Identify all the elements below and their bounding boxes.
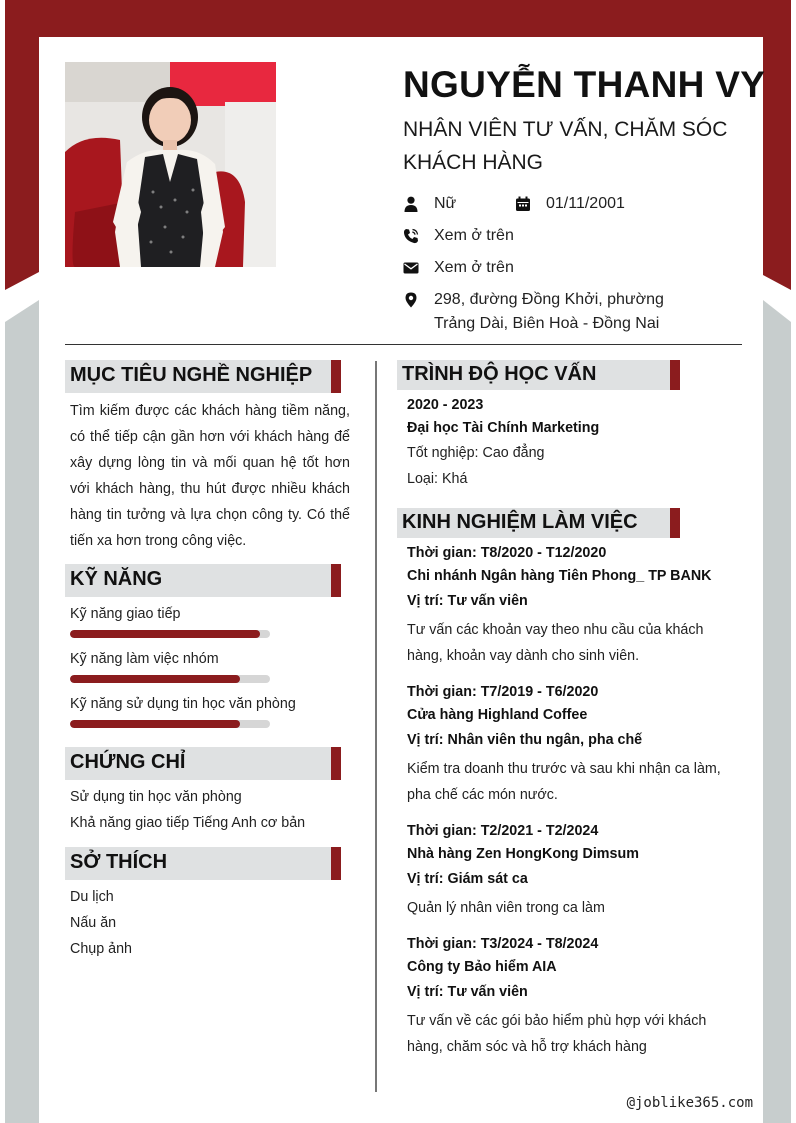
person-icon: [403, 196, 419, 212]
column-divider: [375, 361, 377, 1092]
objective-text: Tìm kiếm được các khách hàng tiềm năng, có thể tiếp cận gần hơn với khách hàng để xây dựng lòng tin và mối quan hệ tốt hơn với khách hàng, thu hút được nhiều khách hàng tin tưởng và lựa chọn công ty. Có thể tiến xa hơn trong công việc.: [70, 403, 350, 549]
experience-description: Tư vấn về các gói bảo hiểm phù hợp với khách hàng, chăm sóc và hỗ trợ khách hàng: [407, 1013, 707, 1055]
hobby-item: Du lịch: [70, 889, 114, 905]
heading-accent: [331, 747, 341, 780]
address-value: 298, đường Đồng Khởi, phường Trảng Dài, Biên Hoà - Đồng Nai: [434, 291, 664, 332]
certificate-item: Khả năng giao tiếp Tiếng Anh cơ bản: [70, 815, 306, 831]
experience-company: Nhà hàng Zen HongKong Dimsum: [407, 846, 639, 862]
experience-company: Cửa hàng Highland Coffee: [407, 707, 588, 723]
hobby-item: Chụp ảnh: [70, 941, 133, 957]
hobbies-heading-label: SỞ THÍCH: [70, 851, 168, 873]
education-heading-label: TRÌNH ĐỘ HỌC VẤN: [402, 363, 597, 385]
phone-value: Xem ở trên: [434, 227, 514, 244]
skills-heading: [65, 564, 341, 597]
heading-accent: [331, 847, 341, 880]
experience-time: Thời gian: T2/2021 - T2/2024: [407, 823, 599, 839]
birthdate-value: 01/11/2001: [546, 195, 625, 212]
skill-bar-fill: [70, 720, 240, 728]
heading-accent: [331, 564, 341, 597]
address-row: [403, 291, 703, 336]
education-school: Đại học Tài Chính Marketing: [407, 420, 600, 436]
heading-accent: [670, 508, 680, 538]
skill-label: Kỹ năng sử dụng tin học văn phòng: [70, 696, 296, 712]
experience-position: Vị trí: Giám sát ca: [407, 871, 528, 887]
experience-description: Quản lý nhân viên trong ca làm: [407, 900, 605, 916]
education-period: 2020 - 2023: [407, 397, 484, 413]
experience-heading-label: KINH NGHIỆM LÀM VIỆC: [402, 511, 638, 533]
experience-item: [407, 545, 743, 669]
birthdate-row: [515, 195, 625, 216]
gender-row: [403, 195, 456, 216]
experience-item: [407, 936, 743, 1060]
profile-photo: [65, 62, 276, 267]
skill-bar-fill: [70, 630, 260, 638]
experience-item: [407, 823, 743, 921]
experience-position: Vị trí: Tư vấn viên: [407, 593, 528, 609]
calendar-icon: [515, 196, 531, 212]
experience-company: Chi nhánh Ngân hàng Tiên Phong_ TP BANK: [407, 568, 712, 584]
email-value: Xem ở trên: [434, 259, 514, 276]
experience-time: Thời gian: T3/2024 - T8/2024: [407, 936, 599, 952]
certificates-heading: [65, 747, 341, 780]
hobby-item: Nấu ăn: [70, 915, 117, 931]
skill-bar: [70, 720, 270, 728]
education-grade: Loại: Khá: [407, 471, 468, 487]
education-heading: [397, 360, 680, 390]
experience-position: Vị trí: Nhân viên thu ngân, pha chế: [407, 732, 643, 748]
certificate-item: Sử dụng tin học văn phòng: [70, 789, 242, 805]
candidate-name: NGUYỄN THANH VY: [403, 64, 766, 105]
hobbies-heading: [65, 847, 341, 880]
experience-time: Thời gian: T7/2019 - T6/2020: [407, 684, 599, 700]
skill-bar: [70, 630, 270, 638]
skill-bar-fill: [70, 675, 240, 683]
phone-icon: [403, 228, 419, 244]
experience-position: Vị trí: Tư vấn viên: [407, 984, 528, 1000]
watermark: @joblike365.com: [626, 1095, 753, 1111]
map-pin-icon: [403, 292, 419, 308]
skill-bar: [70, 675, 270, 683]
candidate-title: NHÂN VIÊN TƯ VẤN, CHĂM SÓC KHÁCH HÀNG: [403, 118, 728, 174]
skills-heading-label: KỸ NĂNG: [70, 568, 163, 590]
experience-description: Tư vấn các khoản vay theo nhu cầu của khách hàng, khoản vay dành cho sinh viên.: [407, 622, 704, 664]
objective-heading-label: MỤC TIÊU NGHỀ NGHIỆP: [70, 364, 313, 386]
skill-label: Kỹ năng giao tiếp: [70, 606, 181, 622]
envelope-icon: [403, 260, 419, 276]
skill-label: Kỹ năng làm việc nhóm: [70, 651, 219, 667]
education-degree: Tốt nghiệp: Cao đẳng: [407, 445, 545, 461]
certificates-heading-label: CHỨNG CHỈ: [70, 751, 186, 773]
experience-company: Công ty Bảo hiểm AIA: [407, 959, 557, 975]
experience-heading: [397, 508, 680, 538]
header-divider: [65, 344, 742, 345]
phone-row: [403, 227, 514, 248]
objective-heading: [65, 360, 341, 393]
email-row: [403, 259, 514, 280]
heading-accent: [670, 360, 680, 390]
experience-time: Thời gian: T8/2020 - T12/2020: [407, 545, 607, 561]
experience-description: Kiểm tra doanh thu trước và sau khi nhận ca làm, pha chế các món nước.: [407, 761, 721, 803]
experience-item: [407, 684, 743, 808]
gender-value: Nữ: [434, 195, 457, 212]
heading-accent: [331, 360, 341, 393]
